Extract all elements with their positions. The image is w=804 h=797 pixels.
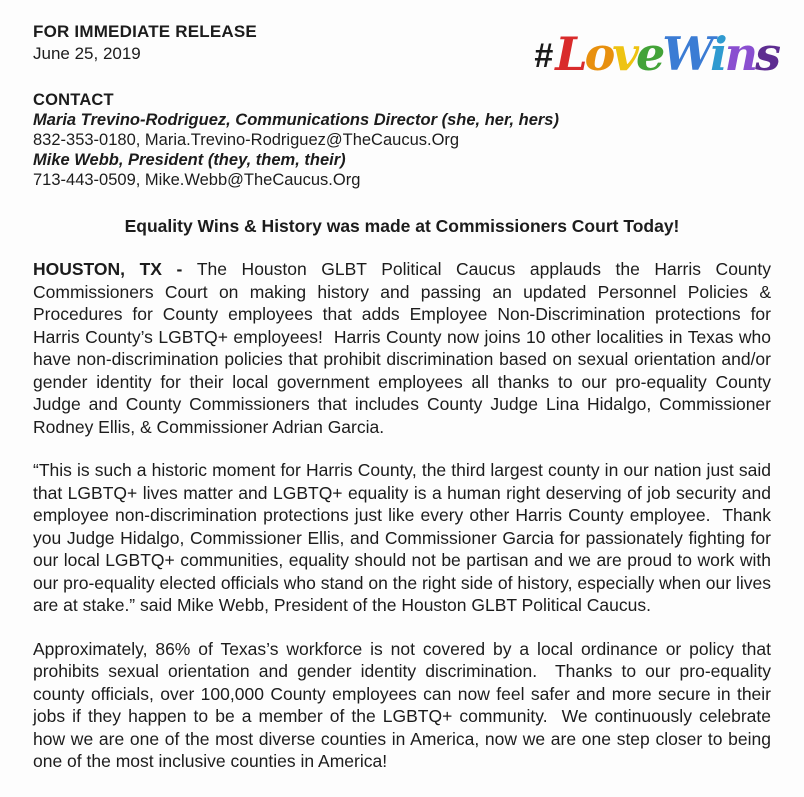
- logo-letter: v: [612, 27, 637, 81]
- contact-info-maria: 832-353-0180, Maria.Trevino-Rodriguez@TheCaucus.Org: [33, 131, 460, 149]
- contact-name-mike: Mike Webb, President (they, them, their): [33, 151, 346, 169]
- paragraph-quote: “This is such a historic moment for Harris County, the third largest county in our nation just said that LGBTQ+ lives matter and LGBTQ+ equality is a human right deserving of job security and employee non-discrimination protections just like every other Harris County employee. Thank you Judge Hidalgo, Commissioner Ellis, and Commissioner Garcia for passionately fighting for our local LGBTQ+ communities, equality should not be partisan and we are proud to work with our pro-equality elected officials who stand on the right side of history, especially when our lives are at stake.” said Mike Webb, President of the Houston GLBT Political Caucus.: [33, 460, 771, 615]
- contact-name-maria: Maria Trevino-Rodriguez, Communications Director (she, her, hers): [33, 111, 559, 129]
- logo-letter: s: [755, 27, 778, 81]
- paragraph-houston-text: The Houston GLBT Political Caucus applauds the Harris County Commissioners Court on making history and passing an updated Personnel Policies & Procedures for County employees that adds Employee Non-Discrimination protections for Harris County’s LGBTQ+ employees! Harris County now joins 10 other localities in Texas who have non-discrimination policies that prohibit discrimination based on sexual orientation and/or gender identity for their local government employees all thanks to our pro-equality County Judge and County Commissioners that includes County Judge Lina Hidalgo, Commissioner Rodney Ellis, & Commissioner Adrian Garcia.: [33, 259, 772, 437]
- contact-info-mike: 713-443-0509, Mike.Webb@TheCaucus.Org: [33, 171, 361, 189]
- logo-letter: e: [636, 27, 663, 81]
- logo-letter: L: [555, 27, 585, 81]
- release-date: June 25, 2019: [33, 44, 141, 63]
- hashtag-glyph: #: [534, 36, 554, 75]
- logo-letter: o: [584, 27, 613, 81]
- headline: Equality Wins & History was made at Commissioners Court Today!: [124, 216, 680, 236]
- contact-heading: CONTACT: [33, 91, 114, 109]
- for-immediate-release-line: FOR IMMEDIATE RELEASE: [33, 22, 257, 41]
- paragraph-houston: [33, 258, 771, 438]
- logo-letter: n: [724, 27, 756, 81]
- lovewins-logo: [534, 22, 778, 88]
- contact-block: [33, 90, 771, 190]
- paragraph-statistics: Approximately, 86% of Texas’s workforce is not covered by a local ordinance or policy that prohibits sexual orientation and gender identity discrimination. Thanks to our pro-equality county officials, over 100,000 County employees can now feel safer and more secure in their jobs if they happen to be a member of the LGBTQ+ community. We continuously celebrate how we are one of the most diverse counties in America, now we are one step closer to being one of the most inclusive counties in America!: [33, 638, 771, 771]
- dateline-lead: HOUSTON, TX -: [33, 259, 197, 279]
- logo-letter: W: [662, 27, 711, 81]
- logo-letter: i: [710, 27, 725, 81]
